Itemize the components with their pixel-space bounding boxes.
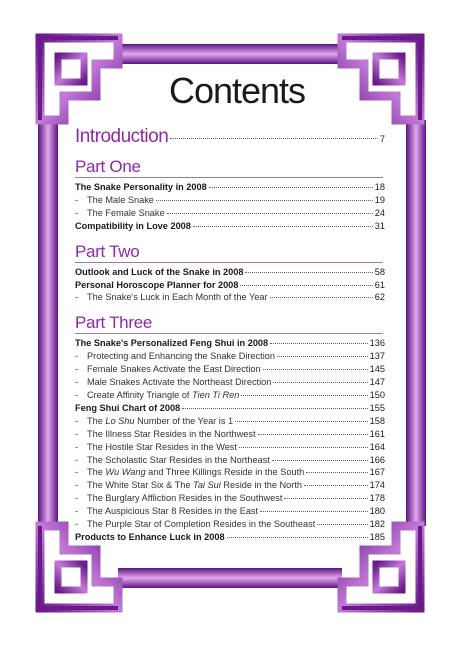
- page-number: 164: [369, 441, 385, 452]
- divider: [75, 333, 383, 334]
- toc-entry[interactable]: [75, 531, 385, 544]
- page-number: 150: [369, 389, 385, 400]
- leader-dots: [240, 285, 372, 286]
- entry-label: The Burglary Affliction Resides in the Southwest: [87, 493, 283, 504]
- divider: [75, 262, 383, 263]
- toc-entry[interactable]: [75, 376, 385, 389]
- toc-entry[interactable]: [75, 350, 385, 363]
- page-number: 19: [374, 194, 385, 205]
- toc-entry[interactable]: [75, 441, 385, 454]
- entry-label: The Female Snake: [87, 207, 165, 218]
- entry-label: Protecting and Enhancing the Snake Direction: [87, 351, 275, 362]
- leader-dots: [209, 187, 373, 188]
- toc-entry[interactable]: [75, 454, 385, 467]
- leader-dots: [239, 447, 368, 448]
- bullet-dash: -: [75, 377, 79, 388]
- page-title: Contents: [168, 70, 306, 111]
- page-number: 31: [374, 220, 385, 231]
- part-heading: Part One: [75, 157, 141, 176]
- toc-entry[interactable]: [75, 479, 385, 492]
- leader-dots: [170, 138, 378, 139]
- page-number: 182: [369, 519, 385, 530]
- bullet-dash: -: [75, 364, 79, 375]
- bullet-dash: -: [75, 207, 79, 218]
- page-number: 136: [369, 338, 385, 349]
- leader-dots: [235, 421, 368, 422]
- toc-entry[interactable]: [75, 181, 385, 194]
- bullet-dash: -: [75, 480, 79, 491]
- leader-dots: [284, 498, 367, 499]
- bullet-dash: -: [75, 351, 79, 362]
- leader-dots: [277, 356, 368, 357]
- bullet-dash: -: [75, 519, 79, 530]
- toc-entry[interactable]: [75, 415, 385, 428]
- introduction-label: Introduction: [75, 126, 169, 147]
- entry-label: The Wu Wang and Three Killings Reside in the South: [87, 467, 305, 478]
- toc-entry[interactable]: [75, 402, 385, 415]
- toc-entry[interactable]: [75, 389, 385, 402]
- page-number: 137: [369, 351, 385, 362]
- leader-dots: [193, 226, 373, 227]
- toc-entry[interactable]: [75, 194, 385, 207]
- page-number: 62: [374, 292, 385, 303]
- leader-dots: [241, 395, 367, 396]
- entry-label: The Snake's Luck in Each Month of the Year: [87, 292, 268, 303]
- leader-dots: [156, 200, 373, 201]
- toc-entry[interactable]: [75, 207, 385, 220]
- entry-label: Personal Horoscope Planner for 2008: [75, 279, 239, 290]
- leader-dots: [270, 343, 368, 344]
- leader-dots: [270, 297, 373, 298]
- entry-label: Compatibility in Love 2008: [75, 220, 191, 231]
- page-number: 61: [374, 279, 385, 290]
- toc-parts: [75, 158, 385, 544]
- entry-label: The Male Snake: [87, 194, 154, 205]
- page-number: 185: [369, 531, 385, 542]
- bullet-dash: -: [75, 493, 79, 504]
- entry-label: The Auspicious Star 8 Resides in the East: [87, 506, 259, 517]
- page-number: 7: [379, 134, 385, 144]
- part-heading: Part Three: [75, 313, 153, 333]
- page-number: 24: [374, 207, 385, 218]
- toc-entry[interactable]: [75, 428, 385, 441]
- part-heading: Part Two: [75, 241, 140, 261]
- entry-label: The Scholastic Star Resides in the Northeast: [87, 454, 270, 465]
- leader-dots: [167, 213, 373, 214]
- entry-label: Outlook and Luck of the Snake in 2008: [75, 266, 244, 277]
- bullet-dash: -: [75, 292, 79, 303]
- page-number: 178: [369, 493, 385, 504]
- page-number: 166: [369, 454, 385, 465]
- entry-label: Female Snakes Activate the East Direction: [87, 364, 261, 375]
- entry-label: The Illness Star Resides in the Northwest: [87, 428, 256, 439]
- entry-label: The Hostile Star Resides in the West: [87, 441, 237, 452]
- page-number: 145: [369, 364, 385, 375]
- leader-dots: [272, 460, 368, 461]
- toc-entry[interactable]: [75, 363, 385, 376]
- leader-dots: [273, 382, 367, 383]
- bullet-dash: -: [75, 467, 79, 478]
- leader-dots: [263, 369, 368, 370]
- entry-label: Feng Shui Chart of 2008: [75, 402, 181, 413]
- toc-entry[interactable]: [75, 505, 385, 518]
- leader-dots: [245, 272, 372, 273]
- leader-dots: [260, 511, 368, 512]
- entry-label: The Purple Star of Completion Resides in the Southeast: [87, 519, 316, 530]
- page-number: 161: [369, 428, 385, 439]
- toc-entry[interactable]: [75, 492, 385, 505]
- toc-entry[interactable]: [75, 266, 385, 279]
- bullet-dash: -: [75, 441, 79, 452]
- leader-dots: [317, 524, 367, 525]
- leader-dots: [227, 537, 368, 538]
- entry-label: The White Star Six & The Tai Sui Reside in the North: [87, 480, 302, 491]
- page-number: 158: [369, 415, 385, 426]
- entry-label: Create Affinity Triangle of Tien Ti Ren: [87, 389, 240, 400]
- page-number: 180: [369, 506, 385, 517]
- toc-entry[interactable]: [75, 466, 385, 479]
- page-number: 167: [369, 467, 385, 478]
- bullet-dash: -: [75, 428, 79, 439]
- entry-label: The Snake Personality in 2008: [75, 182, 207, 192]
- bullet-dash: -: [75, 415, 79, 426]
- leader-dots: [258, 434, 368, 435]
- leader-dots: [304, 485, 368, 486]
- entry-label: Male Snakes Activate the Northeast Direction: [87, 377, 272, 388]
- contents-page: [75, 70, 385, 544]
- leader-dots: [182, 408, 367, 409]
- entry-label: Products to Enhance Luck in 2008: [75, 531, 225, 542]
- divider: [75, 177, 383, 178]
- toc-entry[interactable]: [75, 291, 385, 304]
- page-number: 155: [369, 402, 385, 413]
- entry-label: The Lo Shu Number of the Year is 1: [87, 415, 234, 426]
- leader-dots: [306, 472, 367, 473]
- bullet-dash: -: [75, 454, 79, 465]
- entry-label: The Snake's Personalized Feng Shui in 2008: [75, 338, 269, 349]
- toc-entry[interactable]: [75, 279, 385, 292]
- page-number: 174: [369, 480, 385, 491]
- toc-entry-introduction[interactable]: [75, 126, 385, 148]
- toc-entry[interactable]: [75, 220, 385, 233]
- page-number: 147: [369, 377, 385, 388]
- toc-entry[interactable]: [75, 337, 385, 350]
- page-number: 18: [374, 182, 385, 192]
- bullet-dash: -: [75, 506, 79, 517]
- bullet-dash: -: [75, 194, 79, 205]
- bullet-dash: -: [75, 389, 79, 400]
- toc-entry[interactable]: [75, 518, 385, 531]
- page-number: 58: [374, 266, 385, 277]
